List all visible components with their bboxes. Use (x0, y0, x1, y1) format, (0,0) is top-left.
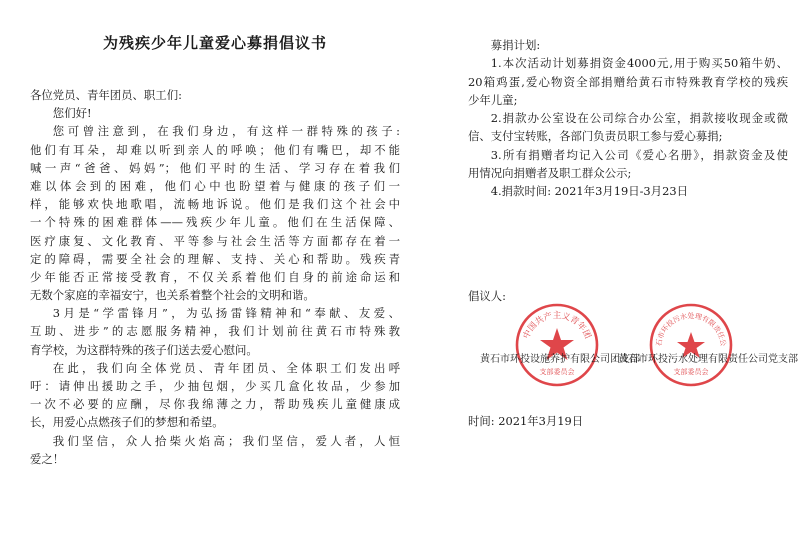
seal-left-svg (514, 302, 600, 388)
text-line: 少年儿童; (468, 92, 518, 107)
text-line: 3月是“学雷锋月”，为弘扬雷锋精神和“奉献、友爱、 (52, 306, 400, 321)
seal-left-bottom: 支部委员会 (539, 368, 575, 376)
text-line: 一次不必要的应酬，尽你我绵薄之力，帮助残疾儿童健康成 (30, 397, 400, 412)
text-line: 样，能够欢快地歌唱，流畅地诉说。他们是我们这个社会中 (30, 197, 400, 212)
text-line: 3.所有捐赠者均记入公司《爱心名册》，捐款资金及使 (490, 147, 788, 162)
svg-text:黄石市环投污水处理有限责任公司 (648, 302, 727, 347)
text-line: 信、支付宝转账，各部门负责员职工参与爱心募捐; (468, 129, 723, 144)
text-line: 定的障碍，需要全社会的理解、支持、关心和帮助。残疾青 (30, 251, 400, 266)
document-date: 时间: 2021年3月19日 (468, 414, 584, 428)
text-line: 长，用爱心点燃孩子们的梦想和希望。 (30, 415, 224, 430)
proposer-label: 倡议人: (468, 289, 507, 303)
seal-right-bottom: 支部委员会 (673, 368, 709, 376)
fundraising-plan (468, 36, 788, 201)
text-line: 喊一声“爸爸、妈妈”；他们平时的生活、学习存在着我们 (30, 160, 400, 175)
youth-league-seal (514, 302, 600, 388)
text-line: 他们有耳朵，却难以听到亲人的呼唤；他们有嘴巴，却不能 (30, 142, 400, 157)
text-line: 少年能否正常接受教育，不仅关系着他们自身的前途命运和 (30, 269, 400, 284)
text-line: 4.捐款时间: 2021年3月19日-3月23日 (490, 184, 688, 199)
text-line: 您可曾注意到，在我们身边，有这样一群特殊的孩子: (52, 124, 400, 139)
text-line: 无数个家庭的幸福安宁，也关系着整个社会的文明和谐。 (30, 288, 315, 303)
org-youth-league: 黄石市环投设施养护有限公司团支部 (480, 354, 640, 365)
text-line: 一个特殊的困难群体——残疾少年儿童。他们在生活保障、 (30, 215, 400, 230)
seal-right-ring: 石市环投污水处理有限责任公 (654, 312, 728, 347)
text-line: 医疗康复、文化教育、平等参与社会生活等方面都存在着一 (30, 233, 400, 248)
text-line: 2.捐款办公室设在公司综合办公室，捐款接收现金或微 (490, 111, 788, 126)
text-line: 互助、进步”的志愿服务精神，我们计划前往黄石市特殊教 (30, 324, 400, 339)
text-line: 我们坚信，众人拾柴火焰高；我们坚信，爱人者，人恒 (52, 433, 400, 448)
text-line: 您们好! (52, 106, 92, 121)
text-line: 爱之！ (30, 451, 65, 466)
text-line: 在此，我们向全体党员、青年团员、全体职工们发出呼 (52, 360, 400, 375)
seal-left-ring: 中国共产主义青年团 (521, 311, 593, 341)
seal-right-svg (648, 302, 734, 388)
text-line: 20箱鸡蛋,爱心物资全部捐赠给黄石市特殊教育学校的残疾 (468, 74, 788, 89)
body-text-left (30, 86, 400, 468)
text-line: 吁：请伸出援助之手，少抽包烟，少买几盒化妆品，少参加 (30, 379, 400, 393)
text-line: 各位党员、青年团员、职工们: (30, 88, 182, 102)
text-line: 育学校，为这群特殊的孩子们送去爱心慰问。 (30, 342, 258, 357)
document-title: 为残疾少年儿童爱心募捐倡议书 (102, 34, 327, 52)
text-line: 1.本次活动计划募捐资金4000元,用于购买50箱牛奶、 (490, 56, 788, 71)
text-line: 难以体会到的困难，他们心中也盼望着与健康的孩子们一 (30, 178, 400, 193)
org-party-branch: 黄石市环投污水处理有限责任公司党支部 (618, 354, 798, 365)
text-line: 募捐计划: (490, 38, 541, 52)
text-line: 用情况向捐赠者及职工群众公示; (468, 166, 632, 181)
party-branch-seal (648, 302, 734, 388)
